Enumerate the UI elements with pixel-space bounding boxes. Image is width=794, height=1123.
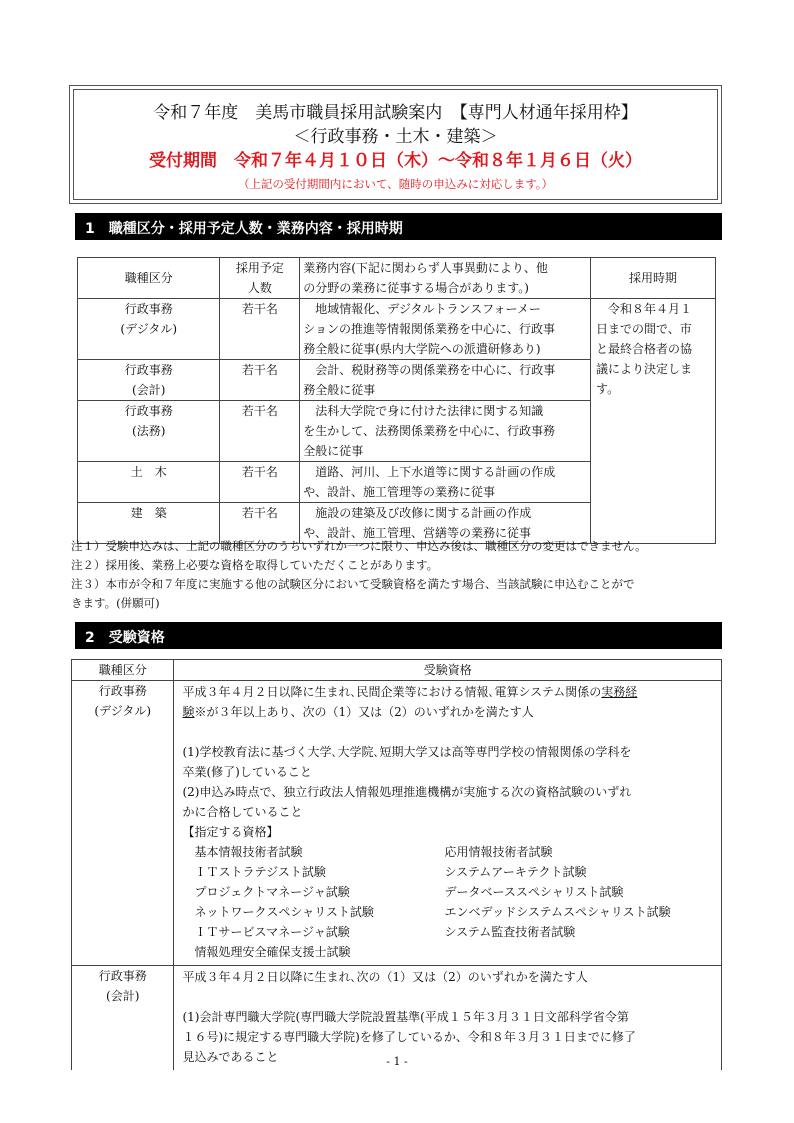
- job-category-table: [77, 257, 716, 544]
- designated-qualifications-label: 【指定する資格】: [182, 825, 279, 839]
- row-work: 道路、河川、上下水道等に関する計画の作成 や、設計、施工管理等の業務に従事: [300, 462, 591, 503]
- row-category: 建 築: [78, 503, 220, 544]
- row-work: 法科大学院で身に付けた法律に関する知識 を生かして、法務関係業務を中心に、行政事務 全般に従事: [300, 401, 591, 462]
- application-period: 受付期間 令和７年４月１０日（木）～令和８年１月６日（火）: [149, 151, 642, 171]
- section2-heading-bar: [71, 622, 722, 649]
- timing-cell: 令和８年４月１ 日までの間で、市 と最終合格者の協 議により決定しま す。: [591, 299, 716, 544]
- section2-heading: 2 受験資格: [85, 630, 165, 646]
- row-count: 若干名: [220, 401, 300, 462]
- row-category: 行政事務 (法務): [78, 401, 220, 462]
- notes-block: [71, 537, 647, 613]
- qualification-table: [71, 659, 722, 1070]
- table-row: [78, 299, 716, 360]
- row-count: 若干名: [220, 503, 300, 544]
- note-2: 注２）採用後、業務上必要な資格を取得していただくことがあります。: [71, 558, 439, 572]
- header-work: 業務内容(下記に関わらず人事異動により、他 の分野の業務に従事する場合があります。): [300, 258, 591, 299]
- row-work: 施設の建築及び改修に関する計画の作成 や、設計、施工管理、営繕等の業務に従事: [300, 503, 591, 544]
- note-1: 注１）受験申込みは、上記の職種区分のうちいずれか一つに限り、申込み後は、職種区分の変更はできません。: [71, 539, 647, 553]
- header-category: 職種区分: [72, 660, 174, 681]
- page-subtitle: ＜行政事務・土木・建築＞: [293, 127, 498, 147]
- section1-heading: 1 職種区分・採用予定人数・業務内容・採用時期: [85, 221, 403, 237]
- digital-qualification: 平成３年４月２日以降に生まれ､民間企業等における情報､電算システム関係の実務経 験※が３年以上あり、次の（1）又は（2）のいずれかを満たす人 (1)学校教育法に基づく大学､大学院､短期大学又は高等専門学校の情報関係の学科を 卒業(修了)していること (2)申込み時点で、独立行政法人情報処理推進機構が実施する次の資格試験のいずれ かに合格していること 【指定する資格】 基本情報技術者試験 応用情報技術者試験 ＩＴストラテジスト試験 システムアーキテクト試験 プロジェクトマネージャ試験 データベーススペシャリスト試験 ネットワークスペシャリスト試験 エンベデッドシステムスペシャリスト試験 ＩＴサービスマネージャ試験 システム監査技術者試験 情報処理安全確保支援士試験: [174, 681, 722, 966]
- page-title: 令和７年度 美馬市職員採用試験案内 【専門人材通年採用枠】: [153, 103, 638, 123]
- row-work: 会計、税財務等の関係業務を中心に、行政事 務全般に従事: [300, 360, 591, 401]
- section1-heading-bar: [71, 213, 722, 240]
- application-period-note: （上記の受付期間内において、随時の申込みに対応します。）: [237, 177, 554, 191]
- qualification-list: 基本情報技術者試験 応用情報技術者試験 ＩＴストラテジスト試験 システムアーキテクト試験 プロジェクトマネージャ試験 データベーススペシャリスト試験 ネットワークスペシャリスト試験 エンベデッドシステムスペシャリスト試験 ＩＴサービスマネージャ試験 システム監査技術者試験 情報処理安全確保支援士試験: [194, 845, 671, 959]
- row-category: 土 木: [78, 462, 220, 503]
- row-count: 若干名: [220, 299, 300, 360]
- accounting-qualification: 平成３年４月２日以降に生まれ､次の（1）又は（2）のいずれかを満たす人 (1)会計専門職大学院(専門職大学院設置基準(平成１５年３月３１日文部科学省令第 １６号)に規定する専門職大学院)を修了しているか、令和８年３月３１日までに修了 見込みであること: [174, 966, 722, 1071]
- table-header-row: [72, 660, 722, 681]
- table-header-row: [78, 258, 716, 299]
- page-number: - 1 -: [386, 1055, 408, 1068]
- note-3-cont: きます。(併願可): [71, 596, 160, 610]
- header-category: 職種区分: [78, 258, 220, 299]
- note-3: 注３）本市が令和７年度に実施する他の試験区分において受験資格を満たす場合、当該試験に申込むことがで: [71, 577, 635, 591]
- header-count: 採用予定 人数: [220, 258, 300, 299]
- row-count: 若干名: [220, 360, 300, 401]
- row-category: 行政事務 (会計): [78, 360, 220, 401]
- row-category: 行政事務 (デジタル): [78, 299, 220, 360]
- row-count: 若干名: [220, 462, 300, 503]
- header-qualification: 受験資格: [174, 660, 722, 681]
- table-row: [72, 681, 722, 966]
- row-category: 行政事務 (デジタル): [72, 681, 174, 966]
- row-work: 地域情報化、デジタルトランスフォーメー ションの推進等情報関係業務を中心に、行政事 務全般に従事(県内大学院への派遣研修あり): [300, 299, 591, 360]
- row-category: 行政事務 (会計): [72, 966, 174, 1071]
- header-timing: 採用時期: [591, 258, 716, 299]
